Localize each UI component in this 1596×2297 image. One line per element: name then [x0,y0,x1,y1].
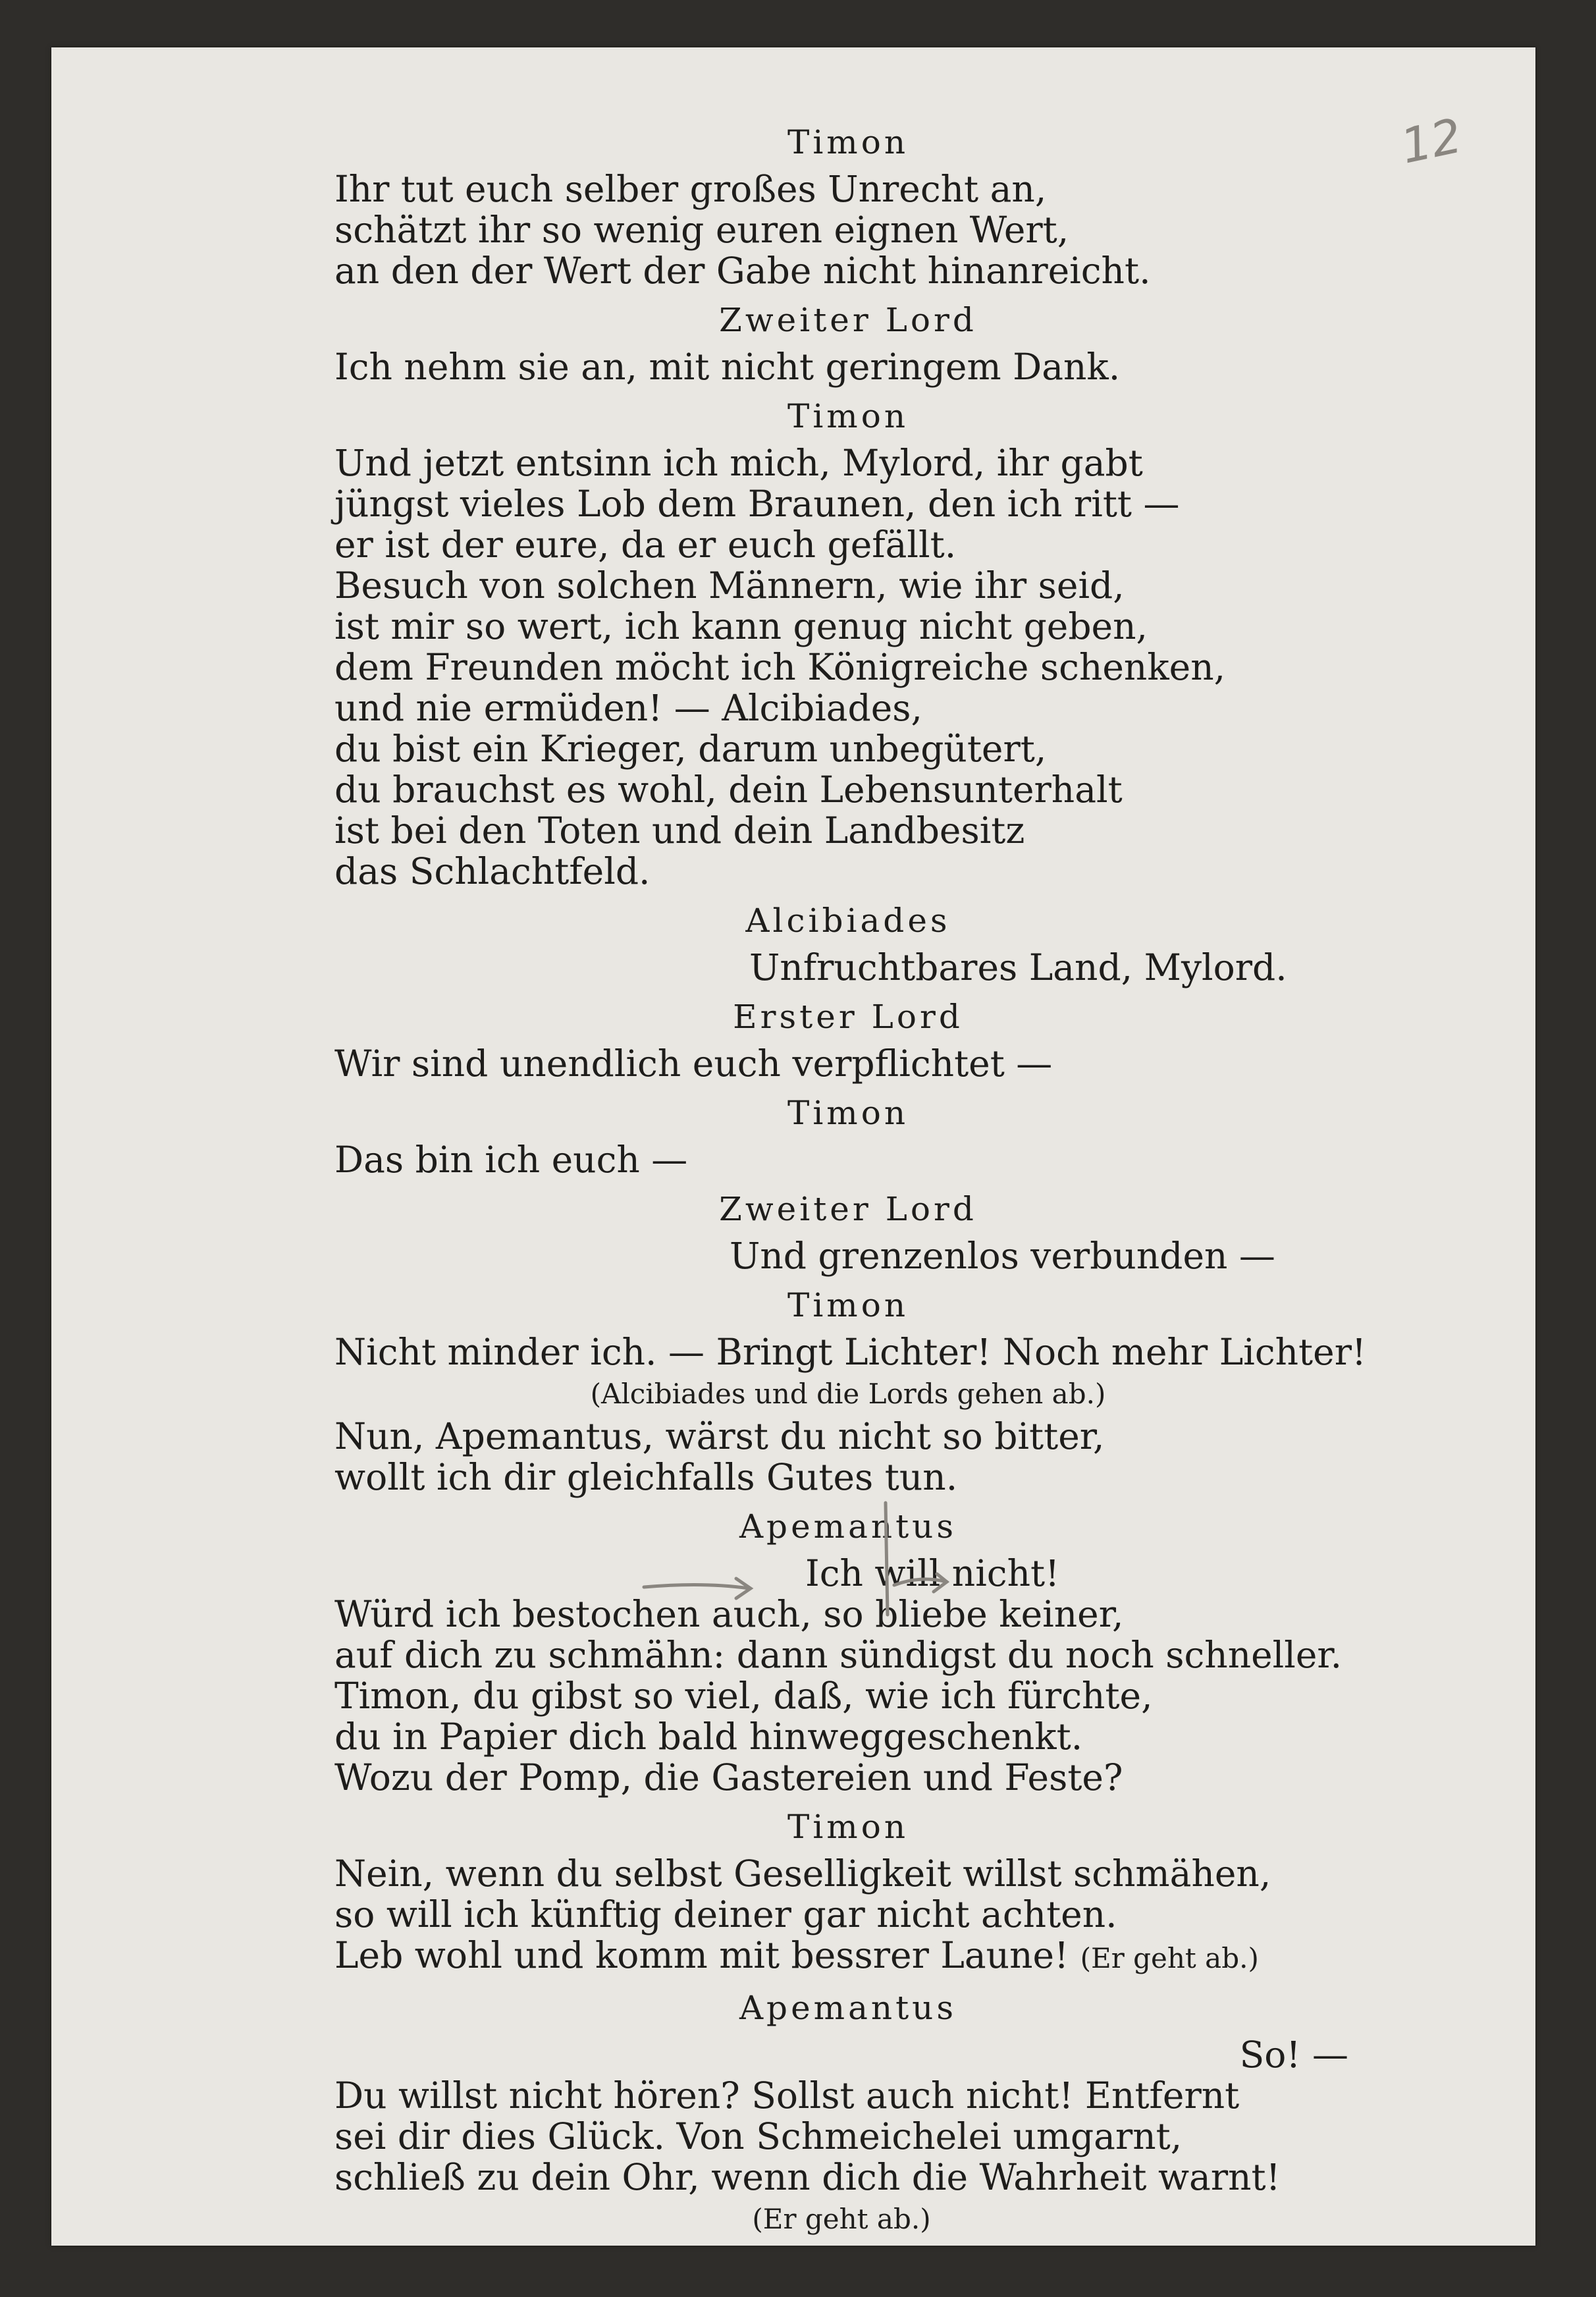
speaker-name: Timon [787,1094,909,1132]
verse-line: wollt ich dir gleichfalls Gutes tun. [334,1456,958,1498]
verse-line: sei dir dies Glück. Von Schmeichelei umgarnt, [334,2115,1183,2157]
verse-line: So! — [1239,2034,1348,2076]
speaker-name: Alcibiades [745,902,951,940]
stage-direction: (Alcibiades und die Lords gehen ab.) [590,1378,1106,1410]
speaker-name: Timon [787,1286,909,1324]
verse-line: schließ zu dein Ohr, wenn dich die Wahrheit warnt! [334,2156,1281,2198]
speaker-name: Timon [787,397,909,435]
document-page [51,47,1535,2246]
verse-line: Besuch von solchen Männern, wie ihr seid, [334,564,1125,607]
verse-line: an den der Wert der Gabe nicht hinanreicht. [334,250,1151,292]
verse-line: ist mir so wert, ich kann genug nicht geben, [334,605,1148,647]
verse-line: Wir sind unendlich euch verpflichtet — [334,1042,1053,1085]
verse-line: Wozu der Pomp, die Gastereien und Feste? [334,1756,1123,1798]
speaker-name: Apemantus [739,1507,957,1546]
verse-line: Nun, Apemantus, wärst du nicht so bitter, [334,1415,1105,1457]
verse-line: er ist der eure, da er euch gefällt. [334,524,957,566]
verse-line: Nicht minder ich. — Bringt Lichter! Noch mehr Lichter! [334,1331,1367,1373]
verse-line: Würd ich bestochen auch, so bliebe keiner, [334,1593,1124,1635]
handwritten-page-number: 12 [1396,107,1467,175]
pencil-arrow-head [934,1574,947,1592]
verse-line: Ich nehm sie an, mit nicht geringem Dank. [334,346,1121,388]
speaker-name: Apemantus [739,1989,957,2027]
verse-line: Unfruchtbares Land, Mylord. [749,946,1287,988]
speaker-name: Timon [787,123,909,161]
pencil-vertical-stroke [886,1503,888,1615]
speaker-name: Zweiter Lord [719,1190,977,1228]
verse-line: Und grenzenlos verbunden — [730,1235,1275,1277]
verse-line: auf dich zu schmähn: dann sündigst du noch schneller. [334,1634,1343,1676]
verse-line: Ihr tut euch selber großes Unrecht an, [334,168,1047,210]
verse-line: und nie ermüden! — Alcibiades, [334,687,922,729]
verse-line: das Schlachtfeld. [334,850,651,892]
verse-line: du bist ein Krieger, darum unbegütert, [334,728,1047,770]
verse-line: ist bei den Toten und dein Landbesitz [334,809,1025,851]
speaker-name: Timon [787,1808,909,1846]
verse-line: Das bin ich euch — [334,1139,688,1181]
stage-direction: (Er geht ab.) [1080,1942,1259,1974]
stage-direction: (Er geht ab.) [752,2203,931,2235]
verse-line: dem Freunden möcht ich Königreiche schenken, [334,646,1226,688]
verse-line: so will ich künftig deiner gar nicht achten. [334,1893,1117,1935]
verse-line: du in Papier dich bald hinweggeschenkt. [334,1716,1083,1758]
speaker-name: Zweiter Lord [719,301,977,339]
pencil-annotation-marks [51,47,1535,2246]
verse-text: Leb wohl und komm mit bessrer Laune! [334,1934,1069,1976]
speaker-name: Erster Lord [733,998,963,1036]
verse-line: schätzt ihr so wenig euren eignen Wert, [334,209,1069,251]
verse-line: Du willst nicht hören? Sollst auch nicht! Entfernt [334,2074,1240,2117]
pencil-arrow [894,1579,947,1585]
verse-line: Timon, du gibst so viel, daß, wie ich fürchte, [334,1675,1153,1717]
verse-line: Ich will nicht! [805,1552,1060,1594]
verse-line: Nein, wenn du selbst Geselligkeit willst schmähen, [334,1852,1271,1895]
verse-line: jüngst vieles Lob dem Braunen, den ich ritt — [334,483,1180,525]
verse-line: Und jetzt entsinn ich mich, Mylord, ihr gabt [334,442,1143,484]
verse-line: du brauchst es wohl, dein Lebensunterhalt [334,769,1123,811]
pencil-arrow [644,1584,749,1588]
